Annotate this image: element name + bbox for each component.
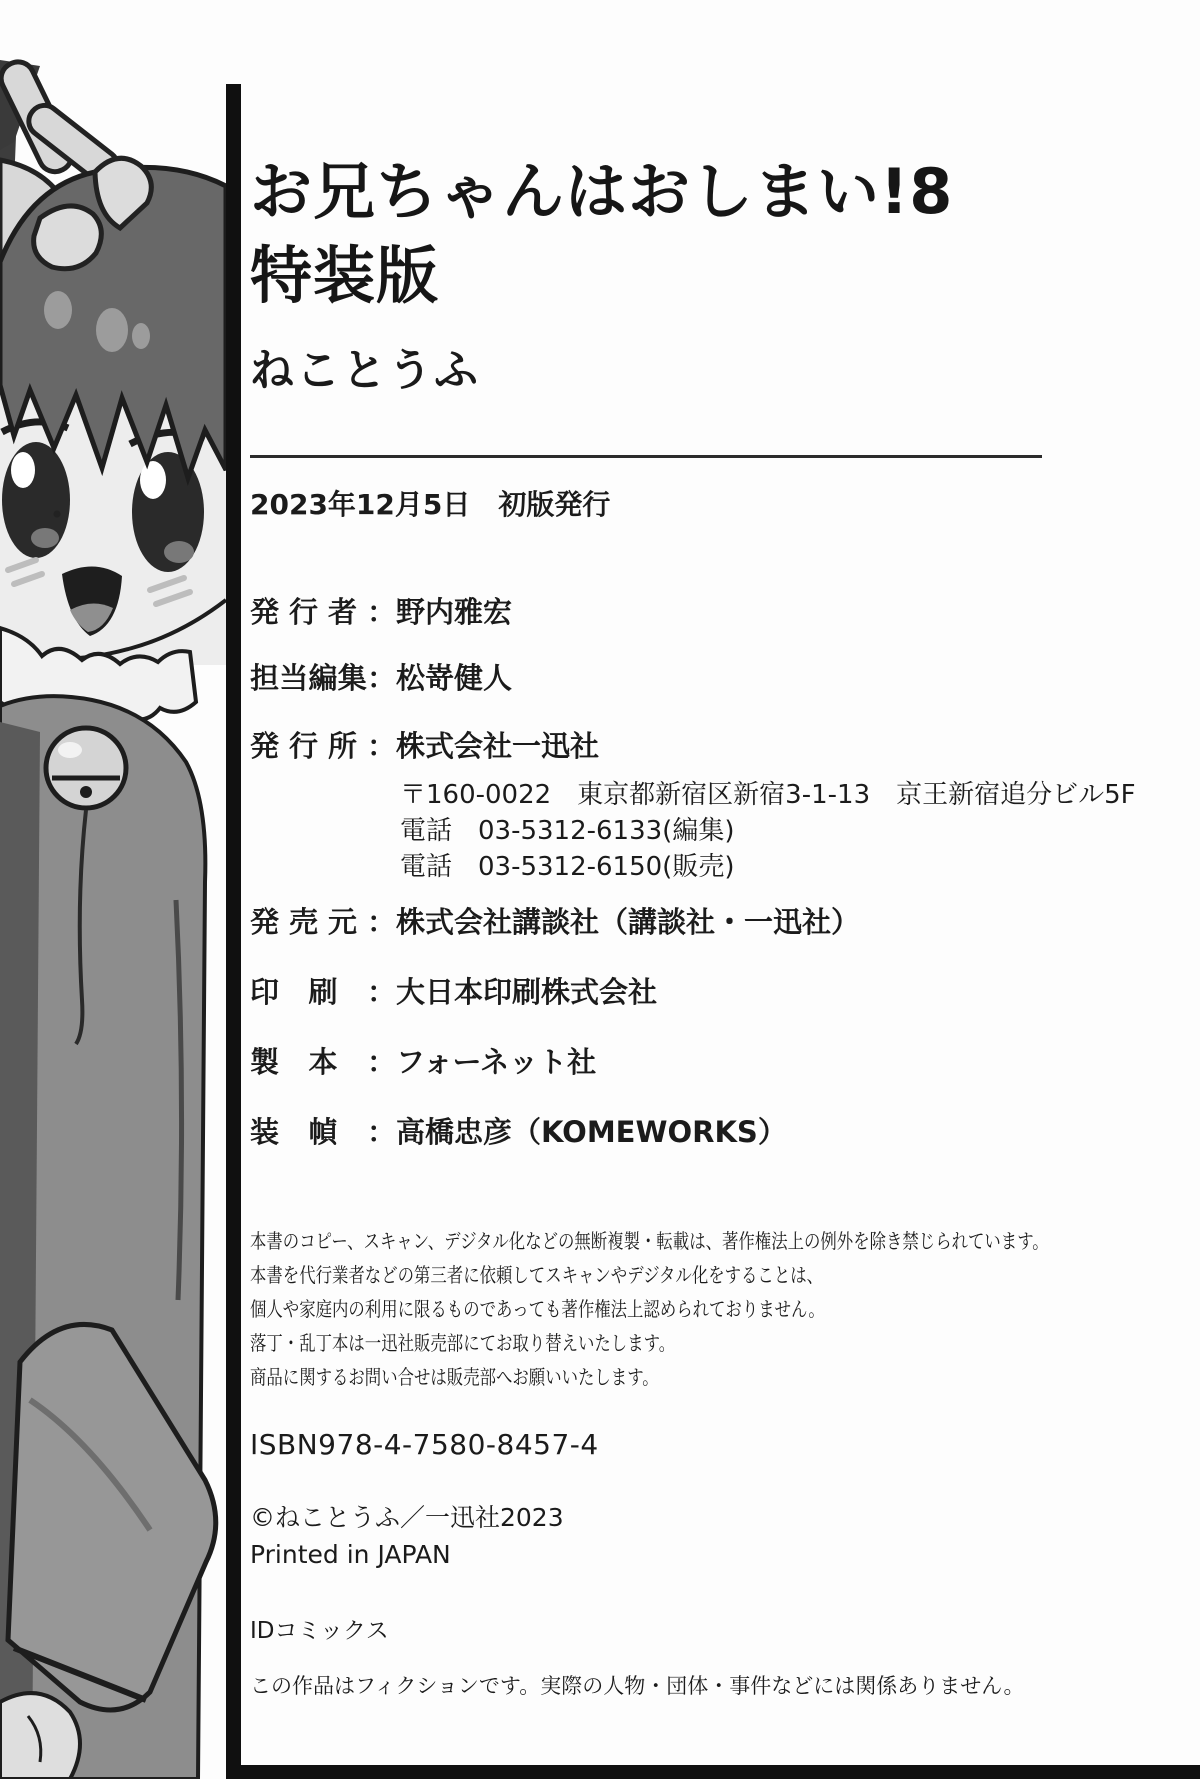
imprint-label: IDコミックス — [250, 1618, 389, 1644]
credit-value: 松嵜健人 — [396, 661, 513, 695]
book-title-line1: お兄ちゃんはおしまい!8 — [250, 155, 954, 228]
book-title-line2: 特装版 — [250, 239, 440, 312]
credit-label: 担当編集： — [250, 661, 396, 695]
isbn-number: ISBN978-4-7580-8457-4 — [250, 1428, 599, 1461]
credit-value: 株式会社一迅社 — [396, 729, 600, 763]
credit-value: 野内雅宏 — [396, 595, 513, 629]
credit-publisher-person — [250, 590, 512, 631]
credit-label: 製本： — [250, 1045, 396, 1079]
book-title — [250, 150, 953, 318]
publisher-address: 〒160-0022 東京都新宿区新宿3-1-13 京王新宿追分ビル5F — [400, 780, 1136, 810]
legal-line: 商品に関するお問い合せは販売部へお願いいたします。 — [250, 1365, 659, 1389]
copyright-line: ©ねことうふ／一迅社2023 — [250, 1503, 564, 1532]
legal-line: 本書を代行業者などの第三者に依頼してスキャンやデジタル化をすることは、 — [250, 1263, 824, 1287]
credit-editor — [250, 656, 512, 697]
scan-edge-vertical-bar — [226, 84, 241, 1779]
credit-value: フォーネット社 — [396, 1045, 597, 1079]
beauty-mark — [54, 511, 61, 518]
legal-line: 個人や家庭内の利用に限るものであっても著作権法上認められておりません。 — [250, 1297, 825, 1321]
publisher-contact-details — [250, 777, 1136, 885]
credit-printer — [250, 970, 657, 1011]
author-name: ねことうふ — [250, 345, 480, 396]
credit-label: 発行所： — [250, 729, 396, 763]
legal-line: 本書のコピー、スキャン、デジタル化などの無断複製・転載は、著作権法上の例外を除き禁じられています。 — [250, 1229, 1049, 1253]
credit-publishing-house — [250, 724, 1136, 885]
credit-value: 高橋忠彦（KOMEWORKS） — [396, 1115, 787, 1149]
credit-label: 発行者： — [250, 595, 396, 629]
fiction-disclaimer: この作品はフィクションです。実際の人物・団体・事件などには関係ありません。 — [250, 1674, 1025, 1698]
credit-label: 印刷： — [250, 975, 396, 1009]
scan-edge-bottom-bar — [226, 1765, 1200, 1779]
publisher-phone-editorial: 電話 03-5312-6133(編集) — [400, 816, 735, 846]
credit-binder — [250, 1040, 596, 1081]
edition-date: 2023年12月5日 初版発行 — [250, 488, 611, 521]
credit-label: 発売元： — [250, 905, 396, 939]
printed-in-line: Printed in JAPAN — [250, 1540, 451, 1569]
credit-value: 大日本印刷株式会社 — [396, 975, 658, 1009]
credit-label: 装幀： — [250, 1115, 396, 1149]
credit-value: 株式会社講談社（講談社・一迅社） — [396, 905, 861, 939]
legal-line: 落丁・乱丁本は一迅社販売部にてお取り替えいたします。 — [250, 1331, 676, 1355]
publisher-phone-sales: 電話 03-5312-6150(販売) — [400, 852, 735, 882]
legal-notice — [250, 1224, 1200, 1394]
character-illustration — [0, 0, 226, 1779]
divider-rule — [250, 455, 1042, 458]
credit-designer — [250, 1110, 787, 1151]
credit-distributor — [250, 900, 860, 941]
